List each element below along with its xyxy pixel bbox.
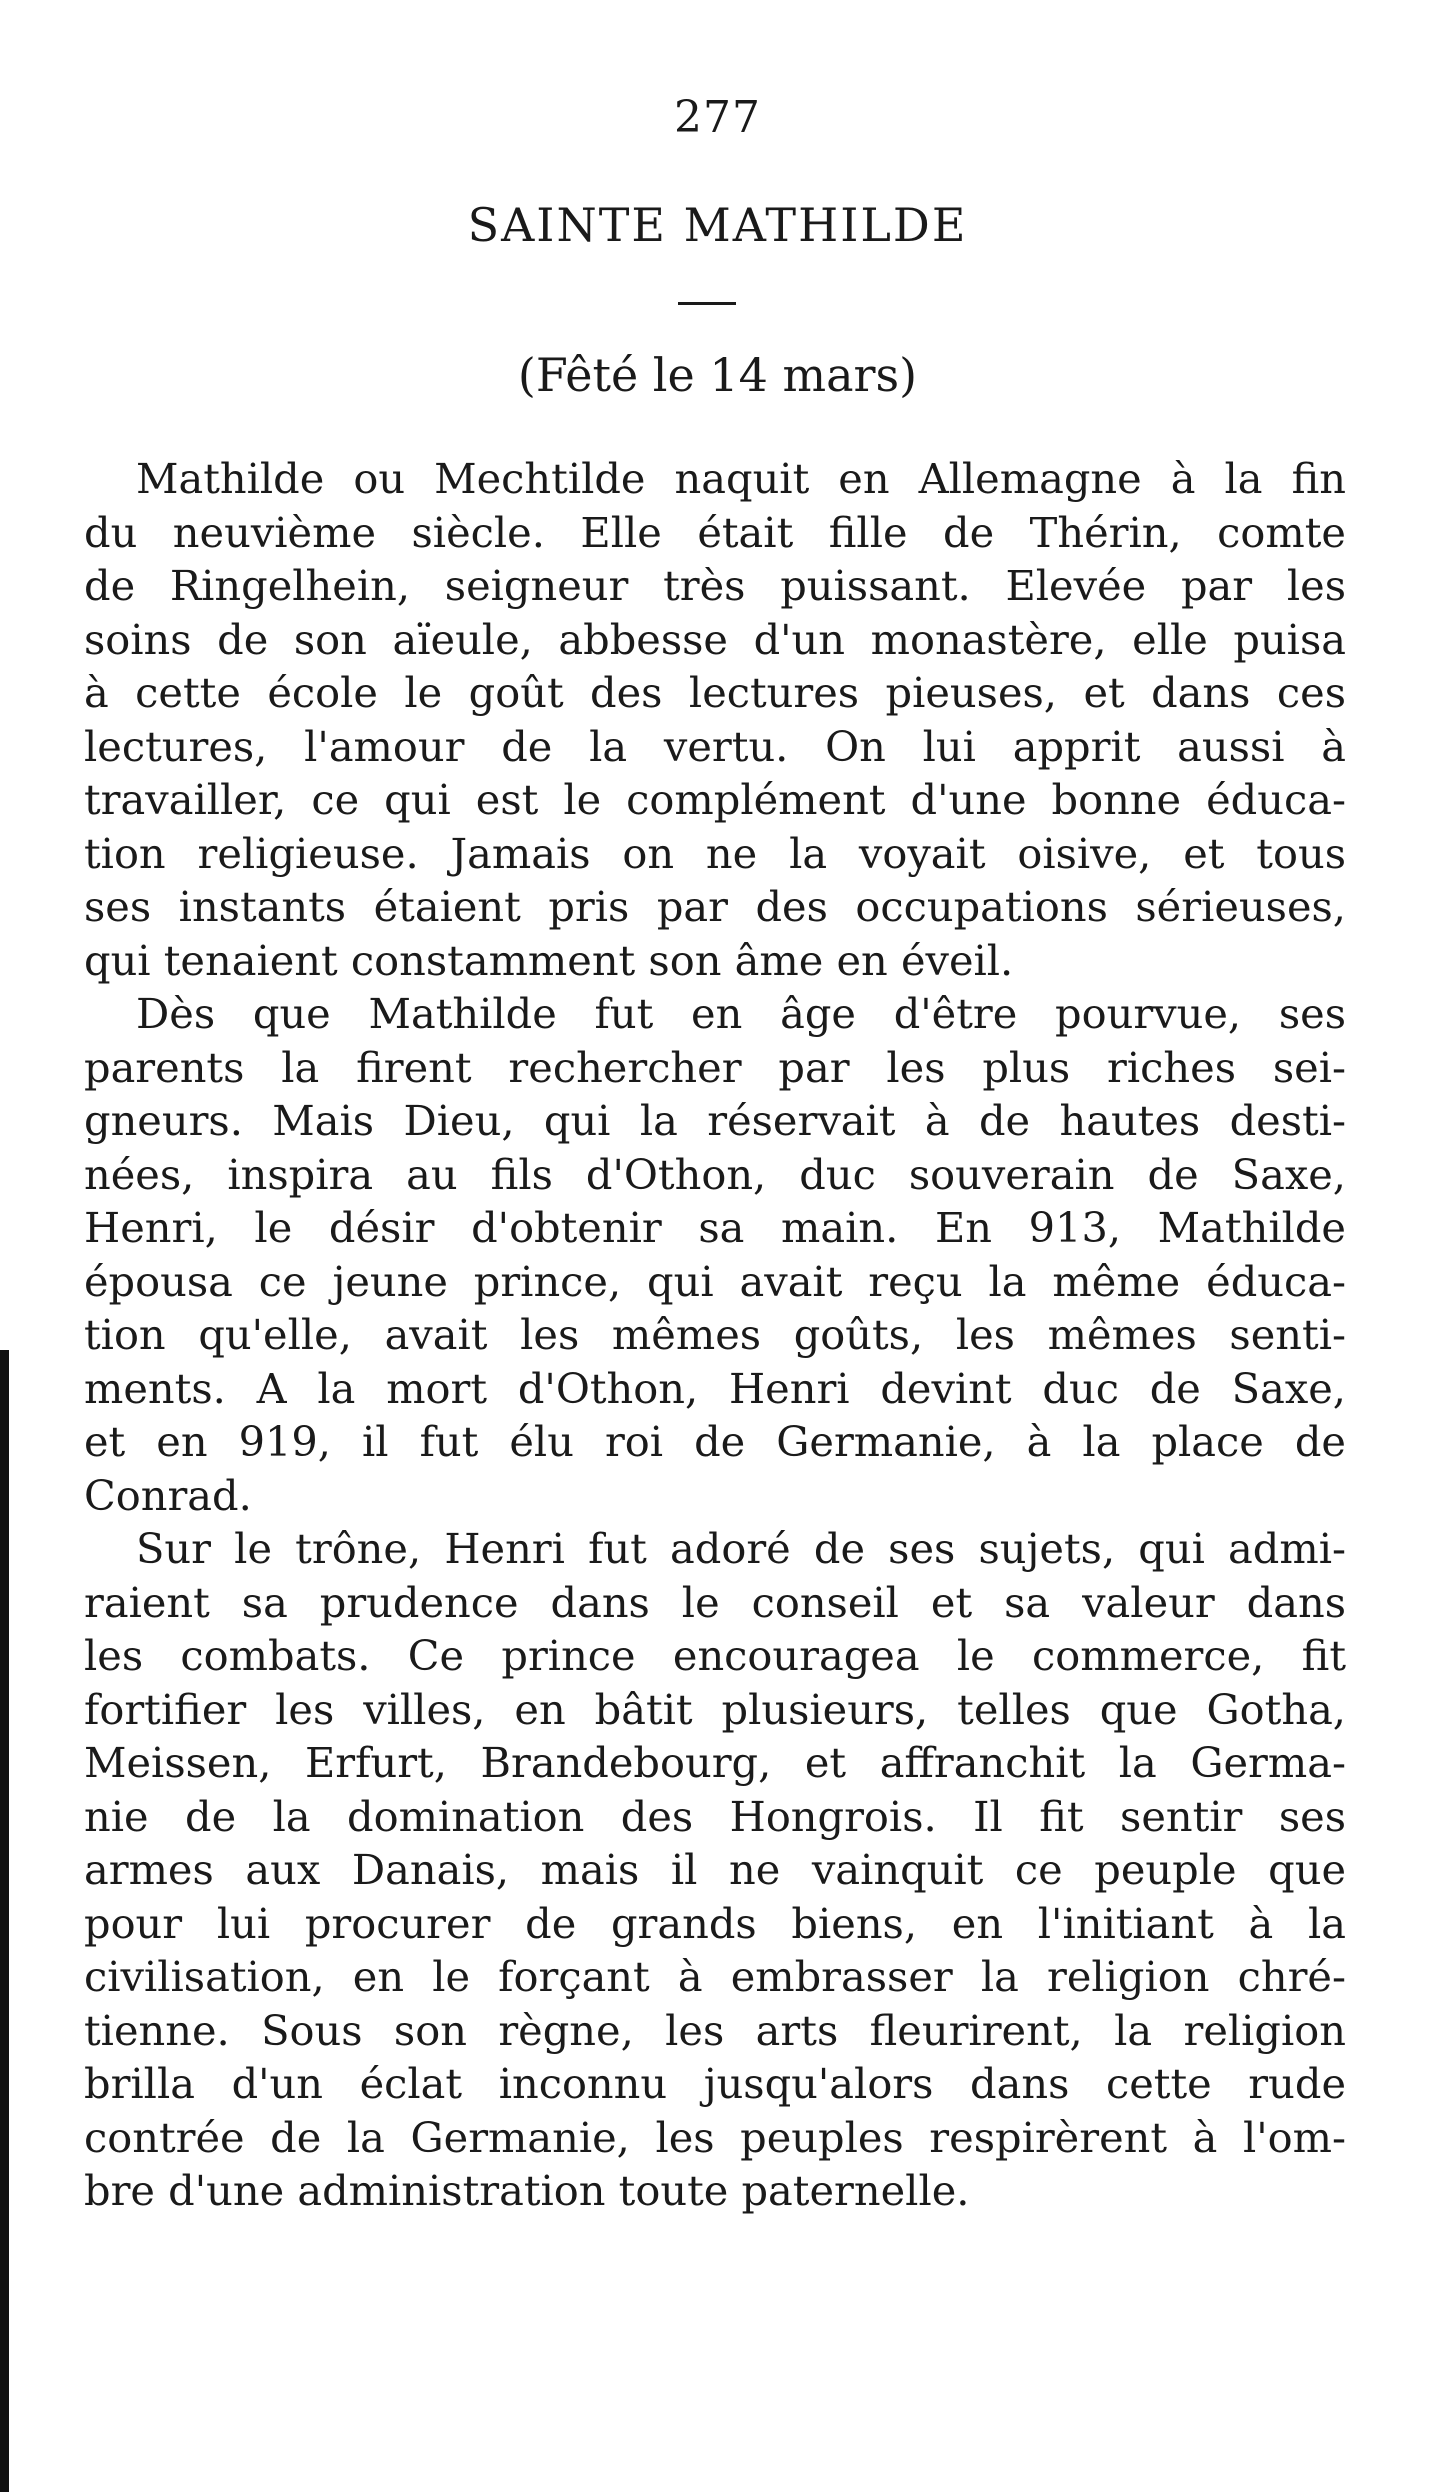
text-line: bre d'une administration toute paternelle. <box>84 2166 970 2215</box>
text-line: tion qu'elle, avait les mêmes goûts, les mêmes senti- <box>84 1310 1346 1359</box>
chapter-title: SAINTE MATHILDE <box>467 198 968 252</box>
text-line: à cette école le goût des lectures pieuses, et dans ces <box>84 668 1346 717</box>
text-line: travailler, ce qui est le complément d'une bonne éduca- <box>84 775 1346 824</box>
text-line: nées, inspira au fils d'Othon, duc souverain de Saxe, <box>84 1149 1346 1199</box>
text-line: Mathilde ou Mechtilde naquit en Allemagne à la fin <box>136 454 1346 503</box>
text-line: fortifier les villes, en bâtit plusieurs, telles que Gotha, <box>84 1684 1346 1734</box>
text-line: qui tenaient constamment son âme en éveil. <box>84 935 1014 985</box>
text-line: ses instants étaient pris par des occupations sérieuses, <box>84 882 1346 931</box>
text-line: tion religieuse. Jamais on ne la voyait oisive, et tous <box>84 828 1346 878</box>
body-text <box>84 452 1346 2218</box>
text-line: Henri, le désir d'obtenir sa main. En 913, Mathilde <box>84 1203 1346 1252</box>
text-line: les combats. Ce prince encouragea le commerce, fit <box>84 1631 1346 1680</box>
text-line: ments. A la mort d'Othon, Henri devint duc de Saxe, <box>84 1363 1346 1413</box>
text-line: parents la firent rechercher par les plus riches sei- <box>84 1042 1346 1092</box>
text-line: raient sa prudence dans le conseil et sa valeur dans <box>84 1577 1346 1627</box>
text-line: contrée de la Germanie, les peuples respirèrent à l'om- <box>84 2112 1346 2162</box>
text-line: Conrad. <box>84 1470 252 1520</box>
text-line: tienne. Sous son règne, les arts fleurirent, la religion <box>84 2005 1346 2055</box>
feast-date: (Fêté le 14 mars) <box>517 348 918 402</box>
text-line: nie de la domination des Hongrois. Il fit sentir ses <box>84 1791 1346 1841</box>
text-line: Meissen, Erfurt, Brandebourg, et affranchit la Germa- <box>84 1738 1346 1787</box>
text-line: civilisation, en le forçant à embrasser la religion chré- <box>84 1952 1346 2001</box>
text-line: lectures, l'amour de la vertu. On lui apprit aussi à <box>84 721 1346 771</box>
text-line: pour lui procurer de grands biens, en l'initiant à la <box>84 1898 1346 1948</box>
text-line: épousa ce jeune prince, qui avait reçu la même éduca- <box>84 1256 1346 1306</box>
text-line: Sur le trône, Henri fut adoré de ses sujets, qui admi- <box>136 1524 1346 1573</box>
text-line: de Ringelhein, seigneur très puissant. Elevée par les <box>84 561 1346 610</box>
text-line: du neuvième siècle. Elle était fille de Thérin, comte <box>84 507 1346 557</box>
text-line: et en 919, il fut élu roi de Germanie, à la place de <box>84 1417 1346 1466</box>
text-line: soins de son aïeule, abbesse d'un monastère, elle puisa <box>84 614 1346 664</box>
text-line: brilla d'un éclat inconnu jusqu'alors dans cette rude <box>84 2059 1346 2108</box>
page-edge-shadow <box>0 1350 9 2492</box>
page-number: 277 <box>674 92 761 143</box>
title-divider <box>678 302 736 305</box>
text-line: armes aux Danais, mais il ne vainquit ce peuple que <box>84 1845 1346 1894</box>
text-line: Dès que Mathilde fut en âge d'être pourvue, ses <box>136 989 1346 1038</box>
text-line: gneurs. Mais Dieu, qui la réservait à de hautes desti- <box>84 1096 1346 1145</box>
